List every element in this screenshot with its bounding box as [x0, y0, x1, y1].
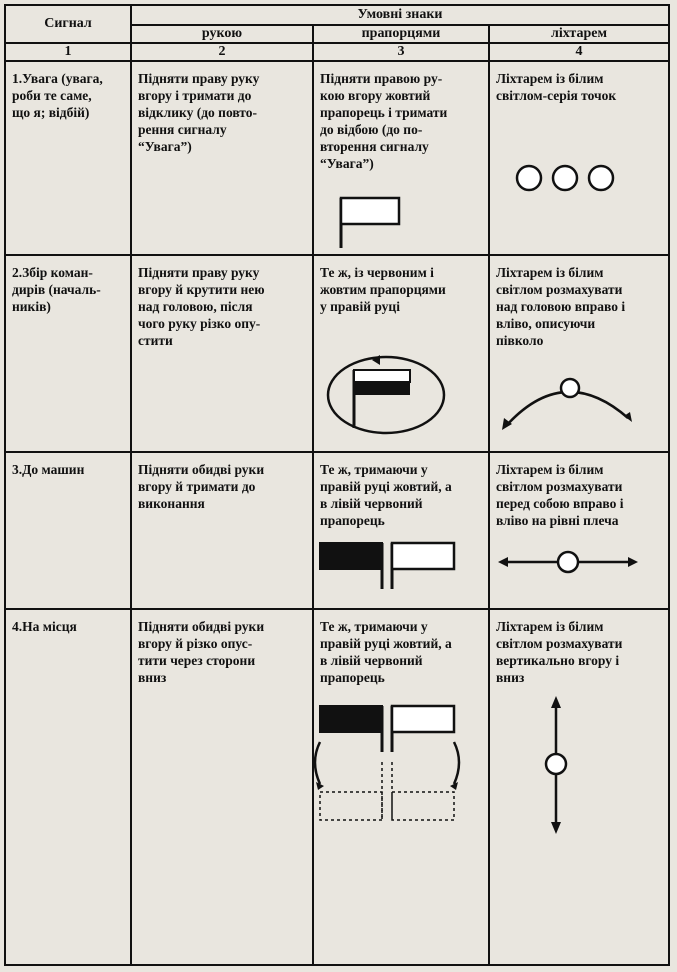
header-by-flags: прапорцями — [313, 25, 489, 43]
signals-table — [4, 4, 670, 966]
horizontal-swing-icon — [490, 547, 670, 577]
lantern-attention: Ліхтарем із білим світлом-серія точок — [496, 71, 617, 104]
signal-to-places: 4.На місця — [12, 619, 77, 635]
arc-swing-icon — [490, 368, 670, 438]
col-number-1: 1 — [5, 43, 131, 61]
col-number-4: 4 — [489, 43, 669, 61]
signal-attention: 1.Увага (увага, роби те саме, що я; відбій) — [12, 71, 103, 121]
series-of-dots-icon — [490, 158, 670, 198]
lantern-to-places: Ліхтарем із білим світлом розмахувати вертикально вгору і вниз — [496, 619, 623, 686]
header-signal: Сигнал — [5, 5, 131, 43]
header-by-lantern: ліхтарем — [489, 25, 669, 43]
hand-attention: Підняти праву руку вгору і тримати до відклику (до повто- рення сигналу “Увага”) — [138, 71, 260, 155]
header-by-hand: рукою — [131, 25, 313, 43]
signal-to-vehicles: 3.До машин — [12, 461, 85, 477]
lantern-to-vehicles: Ліхтарем із білим світлом розмахувати перед собою вправо і вліво на рівні плеча — [496, 461, 624, 528]
lantern-commanders: Ліхтарем із білим світлом розмахувати над головою вправо і вліво, описуючи півколо — [496, 265, 626, 349]
hand-to-places: Підняти обидві руки вгору й різко опус- тити через сторони вниз — [138, 619, 265, 686]
circling-flag-icon — [314, 354, 490, 436]
flags-commanders: Те ж, із червоним і жовтим прапорцями у правій руці — [320, 265, 446, 315]
two-flags-icon — [314, 539, 490, 595]
flags-to-places: Те ж, тримаючи у правій руці жовтий, а в лівій червоний прапорець — [320, 619, 452, 686]
signal-commanders: 2.Збір коман- дирів (началь- ників) — [12, 265, 101, 315]
table-row — [5, 255, 669, 451]
raised-flag-icon — [314, 192, 490, 252]
header-conventional-signs: Умовні знаки — [131, 5, 669, 25]
col-number-2: 2 — [131, 43, 313, 61]
flags-attention: Підняти правою ру- кою вгору жовтий прапорець і тримати до відбою (до по- вторення сигналу “Увага”) — [320, 71, 448, 172]
table-row — [5, 61, 669, 255]
hand-commanders: Підняти праву руку вгору й крутити нею над головою, після чого руку різко опу- стити — [138, 265, 265, 349]
col-number-3: 3 — [313, 43, 489, 61]
table-row — [5, 452, 669, 609]
flags-to-vehicles: Те ж, тримаючи у правій руці жовтий, а в лівій червоний прапорець — [320, 461, 452, 528]
flags-down-icon — [314, 702, 490, 832]
hand-to-vehicles: Підняти обидві руки вгору й тримати до виконання — [138, 461, 265, 511]
table-row — [5, 609, 669, 965]
vertical-swing-icon — [490, 694, 670, 836]
